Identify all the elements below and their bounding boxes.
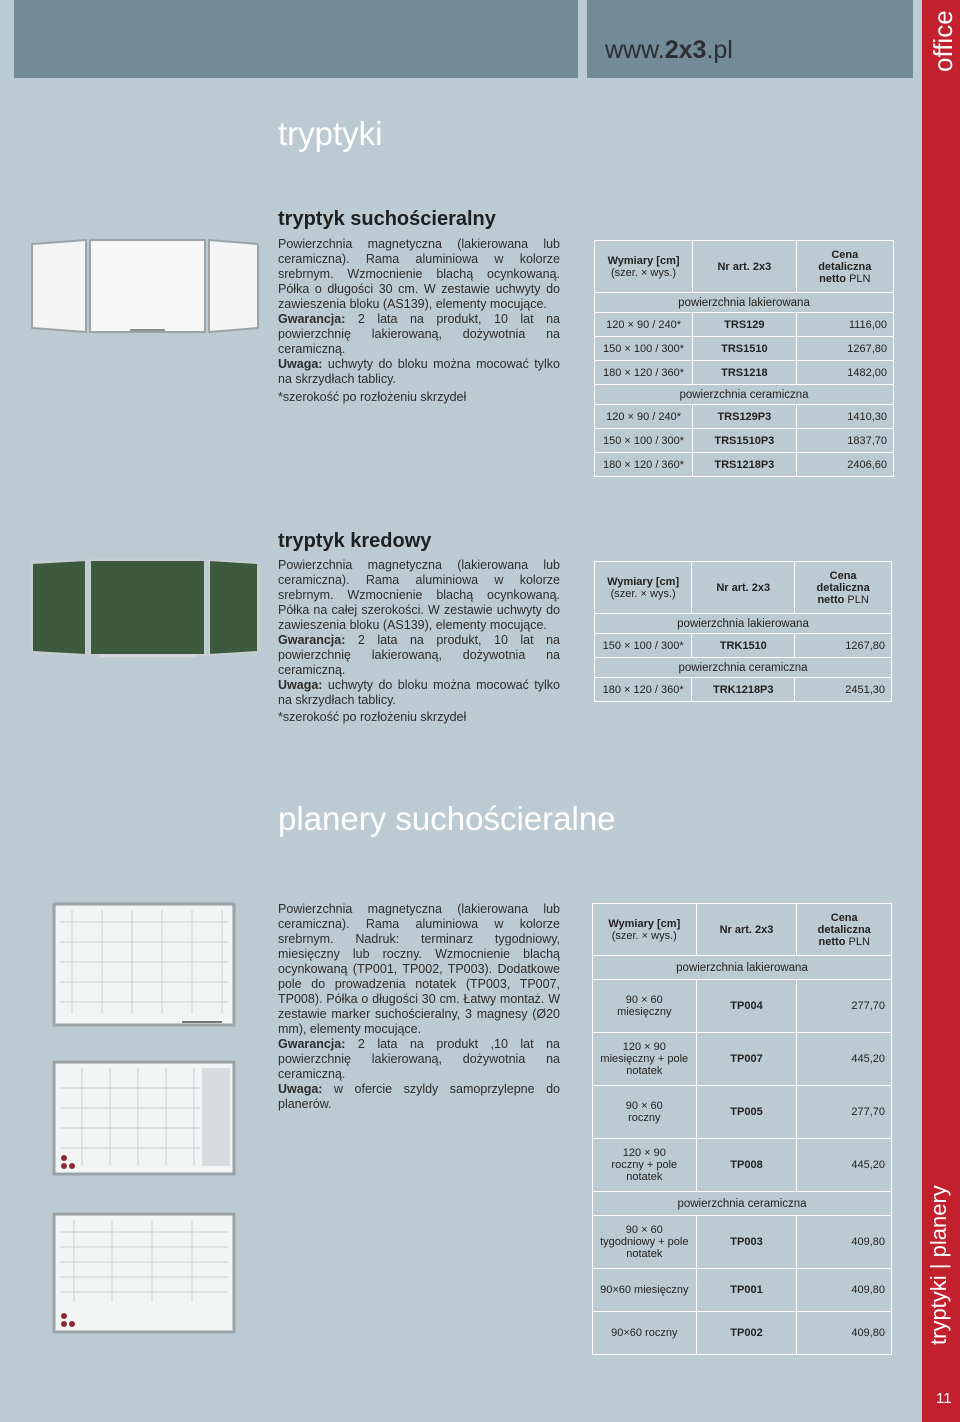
header-banner-left xyxy=(14,0,578,78)
warranty-label: Gwarancja: xyxy=(278,1037,346,1051)
warranty-text: 2 lata na produkt, 10 lat na powierzchnię lakierowaną, dożywotnia na ceramiczną. xyxy=(278,312,560,356)
table-row: 120 × 90 roczny + pole notatek TP008 445,20 xyxy=(593,1139,892,1192)
tryptyk-sucho-desc-text: Powierzchnia magnetyczna (lakierowana lub ceramiczna). Rama aluminiowa w kolorze srebrnym. Wzmocnienie blachą ocynkowaną. Półka o długości 30 cm. W zestawie uchwyty do zawieszenia bloku (AS139), elementy mocujące. xyxy=(278,237,560,311)
site-url-prefix: www. xyxy=(605,36,665,64)
note-label: Uwaga: xyxy=(278,678,323,692)
tryptyk-chalkboard-image xyxy=(30,557,260,659)
tryptyk-kred-description xyxy=(278,558,560,708)
table-row: 180 × 120 / 360* TRK1218P3 2451,30 xyxy=(595,678,892,702)
col-header-dimensions: Wymiary [cm] (szer. × wys.) xyxy=(595,241,693,293)
planner-weekly-image xyxy=(52,902,236,1027)
table-row: 180 × 120 / 360* TRS1218P3 2406,60 xyxy=(595,453,894,477)
tryptyk-whiteboard-image xyxy=(30,236,260,336)
section-row: powierzchnia lakierowana xyxy=(595,293,894,313)
note-text: w ofercie szyldy samoprzylepne do planerów. xyxy=(278,1082,560,1111)
table-row: 90 × 60 miesięczny TP004 277,70 xyxy=(593,980,892,1033)
section-row: powierzchnia lakierowana xyxy=(595,614,892,634)
section-row: powierzchnia ceramiczna xyxy=(595,385,894,405)
table-row: 150 × 100 / 300* TRK1510 1267,80 xyxy=(595,634,892,658)
site-url-suffix: .pl xyxy=(706,36,733,64)
tryptyk-sucho-description xyxy=(278,237,560,387)
note-text: uchwyty do bloku można mocować tylko na skrzydłach tablicy. xyxy=(278,678,560,707)
note-text: uchwyty do bloku można mocować tylko na skrzydłach tablicy. xyxy=(278,357,560,386)
tryptyk-sucho-footnote: *szerokość po rozłożeniu skrzydeł xyxy=(278,390,467,404)
tryptyk-kred-footnote: *szerokość po rozłożeniu skrzydeł xyxy=(278,710,467,724)
table-header-row: Wymiary [cm] (szer. × wys.) Nr art. 2x3 Cena detaliczna netto PLN xyxy=(593,904,892,956)
table-row: 180 × 120 / 360* TRS1218 1482,00 xyxy=(595,361,894,385)
section-row: powierzchnia ceramiczna xyxy=(595,658,892,678)
tryptyk-kred-desc-text: Powierzchnia magnetyczna (lakierowana lub ceramiczna). Rama aluminiowa w kolorze srebrnym. Wzmocnienie blachą ocynkowaną. Półka na całej szerokości. W zestawie uchwyty do zawieszenia bloku (AS139), elementy mocujące. xyxy=(278,558,560,632)
planery-price-table xyxy=(592,903,892,1355)
planner-yearly-image xyxy=(52,1212,236,1334)
section-title-planery: planery suchościeralne xyxy=(278,800,616,837)
section-row: powierzchnia ceramiczna xyxy=(593,1192,892,1216)
tryptyk-sucho-title: tryptyk suchościeralny xyxy=(278,208,496,230)
table-row: 150 × 100 / 300* TRS1510P3 1837,70 xyxy=(595,429,894,453)
page-number: 11 xyxy=(936,1390,952,1407)
note-label: Uwaga: xyxy=(278,1082,323,1096)
table-row: 90 × 60 tygodniowy + pole notatek TP003 409,80 xyxy=(593,1216,892,1269)
warranty-text: 2 lata na produkt ,10 lat na powierzchnię lakierowaną, dożywotnia na ceramiczną. xyxy=(278,1037,560,1081)
warranty-label: Gwarancja: xyxy=(278,312,346,326)
col-header-article: Nr art. 2x3 xyxy=(693,241,797,293)
table-row: 90×60 miesięczny TP001 409,80 xyxy=(593,1269,892,1312)
table-row: 120 × 90 / 240* TRS129P3 1410,30 xyxy=(595,405,894,429)
note-label: Uwaga: xyxy=(278,357,323,371)
side-label-office: office xyxy=(928,10,958,72)
table-header-row: Wymiary [cm] (szer. × wys.) Nr art. 2x3 Cena detaliczna netto PLN xyxy=(595,562,892,614)
section-title-tryptyki: tryptyki xyxy=(278,115,383,152)
warranty-label: Gwarancja: xyxy=(278,633,346,647)
planery-desc-text: Powierzchnia magnetyczna (lakierowana lub ceramiczna). Rama aluminiowa w kolorze srebrnym. Nadruk: terminarz tygodniowy, miesięczny lub roczny. Wzmocnienie blachą ocynkowaną (TP001, TP002, TP003). Dodatkowe pole do prowadzenia notatek (TP003, TP007, TP008). Półka o długości 30 cm. Łatwy montaż. W zestawie marker suchościeralny, 3 magnesy (Ø20 mm), elementy mocujące. xyxy=(278,902,560,1036)
site-url-brand: 2x3 xyxy=(664,36,707,64)
section-row: powierzchnia lakierowana xyxy=(593,956,892,980)
planery-description xyxy=(278,902,560,1112)
table-row: 90×60 roczny TP002 409,80 xyxy=(593,1312,892,1355)
col-header-price: Cena detaliczna netto PLN xyxy=(796,241,893,293)
side-label-section: tryptyki | planery xyxy=(926,1185,951,1345)
table-row: 120 × 90 / 240* TRS129 1116,00 xyxy=(595,313,894,337)
header-banner-right xyxy=(587,0,913,78)
tryptyk-kred-title: tryptyk kredowy xyxy=(278,530,432,552)
warranty-text: 2 lata na produkt, 10 lat na powierzchnię lakierowaną, dożywotnia na ceramiczną. xyxy=(278,633,560,677)
table-row: 150 × 100 / 300* TRS1510 1267,80 xyxy=(595,337,894,361)
planner-monthly-image xyxy=(52,1060,236,1176)
site-url[interactable] xyxy=(605,36,733,65)
table-row: 90 × 60 roczny TP005 277,70 xyxy=(593,1086,892,1139)
table-row: 120 × 90 miesięczny + pole notatek TP007 445,20 xyxy=(593,1033,892,1086)
tryptyk-sucho-price-table xyxy=(594,240,894,477)
tryptyk-kred-price-table xyxy=(594,561,892,702)
table-header-row xyxy=(595,241,894,293)
